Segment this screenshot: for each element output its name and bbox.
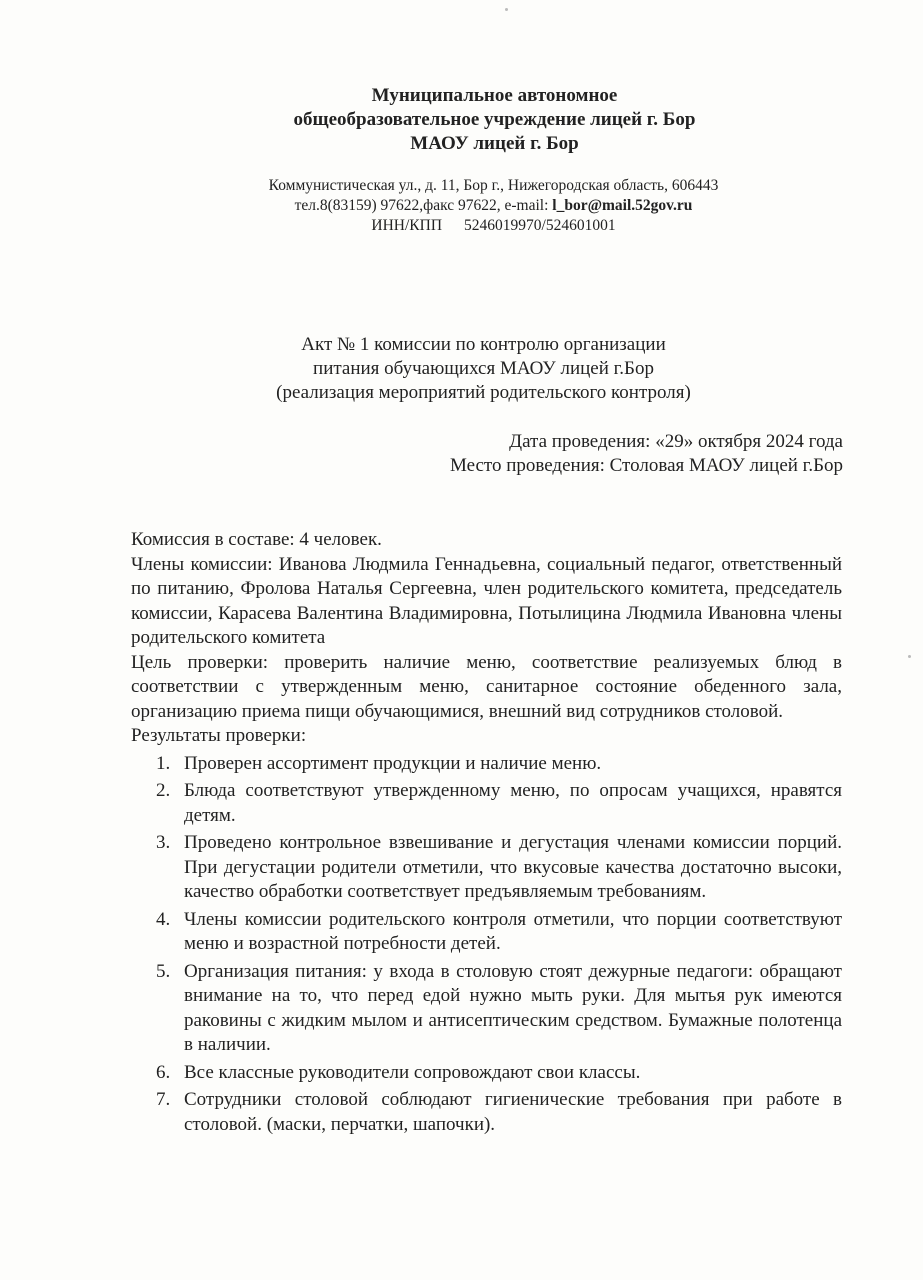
- scan-speck: [908, 655, 911, 658]
- act-meta: [450, 430, 843, 478]
- phone-fax: тел.8(83159) 97622,факс 97622, e-mail:: [294, 197, 553, 214]
- list-item: 5. Организация питания: у входа в столовую стоят дежурные педагоги: обращают внимание на то, что перед едой нужно мыть руки. Для мытья рук имеются раковины с жидким мылом и антисептическим средством. Бумажные полотенца в наличии.: [156, 960, 842, 1055]
- org-name-line-2: общеобразовательное учреждение лицей г. Бор: [293, 109, 696, 130]
- org-name-line-1: Муниципальное автономное: [371, 85, 618, 106]
- inspection-goal: Цель проверки: проверить наличие меню, соответствие реализуемых блюд в соответствии с утвержденным меню, санитарное состояние обеденного зала, организацию приема пищи обучающимися, внешний вид сотрудников столовой.: [131, 651, 842, 722]
- act-place: Место проведения: Столовая МАОУ лицей г.Бор: [449, 455, 843, 476]
- act-date: Дата проведения: «29» октября 2024 года: [509, 431, 843, 452]
- act-title-line-2: питания обучающихся МАОУ лицей г.Бор: [313, 358, 654, 379]
- act-title-line-1: Акт № 1 комиссии по контролю организации: [301, 334, 666, 355]
- list-item: 1. Проверен ассортимент продукции и наличие меню.: [156, 752, 602, 774]
- commission-size: Комиссия в составе: 4 человек.: [131, 529, 382, 550]
- commission-members: Члены комиссии: Иванова Людмила Геннадьевна, социальный педагог, ответственный по питанию, Фролова Наталья Сергеевна, член родительского комитета, председатель комиссии, Карасева Валентина Владимировна, Потылицина Людмила Ивановна члены родительского комитета: [131, 553, 842, 648]
- address-line: Коммунистическая ул., д. 11, Бор г., Нижегородская область, 606443: [268, 177, 719, 194]
- act-title-line-3: (реализация мероприятий родительского контроля): [276, 382, 691, 403]
- list-item: 3. Проведено контрольное взвешивание и дегустация членами комиссии порций. При дегустации родители отметили, что вкусовые качества достаточно высоки, качество обработки соответствует предъявляемым требованиям.: [156, 832, 842, 902]
- act-body: [131, 528, 842, 1137]
- results-label: Результаты проверки:: [131, 725, 307, 746]
- inn-value: 5246019970/524601001: [464, 217, 616, 234]
- contacts-block: [0, 176, 923, 236]
- organization-header: [0, 84, 923, 156]
- phone-email-line: [32, 196, 923, 216]
- inn-label: ИНН/КПП: [371, 217, 443, 234]
- org-short-name: МАОУ лицей г. Бор: [410, 133, 579, 154]
- list-item: 7. Сотрудники столовой соблюдают гигиенические требования при работе в столовой. (маски, перчатки, шапочки).: [156, 1089, 842, 1135]
- list-item: 4. Члены комиссии родительского контроля отметили, что порции соответствуют меню и возрастной потребности детей.: [156, 908, 842, 954]
- email-address: l_bor@mail.52gov.ru: [552, 197, 693, 214]
- scan-speck: [505, 8, 508, 11]
- inn-kpp-line: [32, 216, 923, 236]
- list-item: 2. Блюда соответствуют утвержденному меню, по опросам учащихся, нравятся детям.: [156, 780, 842, 826]
- list-item: 6. Все классные руководители сопровождают свои классы.: [156, 1061, 641, 1083]
- act-title: [0, 333, 923, 405]
- results-list: [131, 752, 842, 1138]
